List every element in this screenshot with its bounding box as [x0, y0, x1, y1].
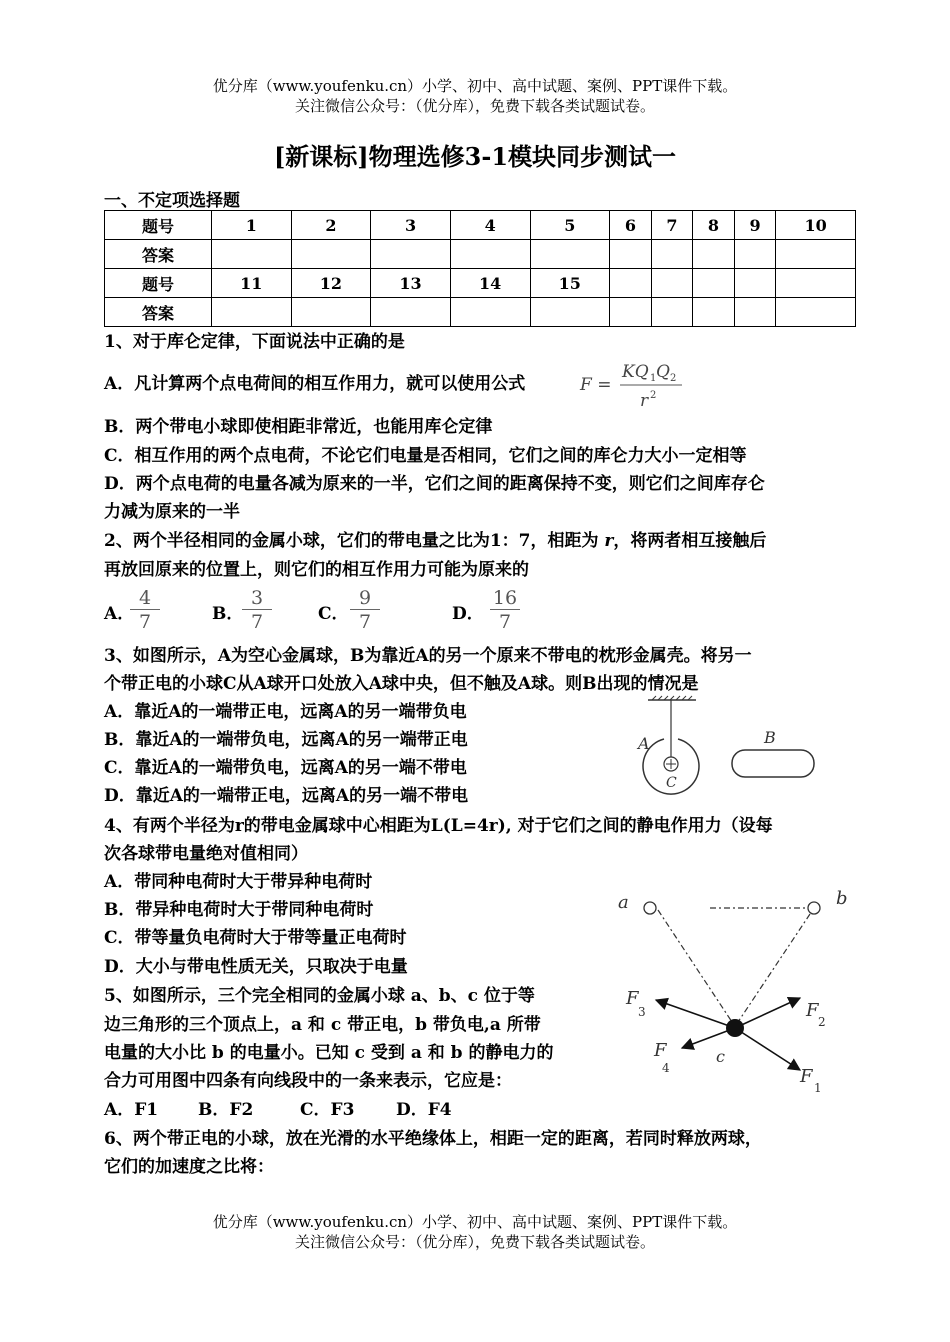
answer-cell[interactable] — [693, 240, 735, 269]
q3-option-d: D．靠近A的一端带正电，远离A的另一端不带电 — [104, 786, 469, 806]
header-line-1: 优分库（www.youfenku.cn）小学、初中、高中试题、案例、PPT课件下载。 — [212, 77, 738, 95]
label-b: b — [836, 888, 848, 909]
label-f1: F — [800, 1066, 813, 1087]
table-cell: 6 — [610, 211, 652, 240]
answer-cell[interactable] — [610, 298, 652, 327]
table-cell: 9 — [734, 211, 776, 240]
table-cell: 5 — [530, 211, 610, 240]
label-f4-sub: 4 — [662, 1061, 670, 1075]
answer-cell[interactable] — [450, 298, 530, 327]
answer-cell[interactable] — [734, 298, 776, 327]
q2-option-c-label: C． — [318, 604, 349, 624]
fraction-den: 7 — [250, 611, 264, 633]
line-a-c — [658, 910, 734, 1025]
q4-stem-cont: 次各球带电量绝对值相同） — [104, 844, 308, 864]
answer-table — [104, 210, 856, 327]
label-a: a — [618, 892, 629, 913]
label-f3-sub: 3 — [638, 1005, 646, 1019]
q2-option-a-label: A． — [104, 604, 135, 624]
formula-exp: 2 — [650, 390, 657, 401]
table-cell: 答案 — [105, 240, 212, 269]
label-f2-sub: 2 — [818, 1015, 826, 1029]
ball-c — [726, 1019, 744, 1037]
answer-cell[interactable] — [776, 240, 856, 269]
answer-cell[interactable] — [651, 240, 693, 269]
q1-option-d-cont: 力减为原来的一半 — [104, 502, 240, 522]
table-row — [105, 240, 856, 269]
table-cell: 题号 — [105, 269, 212, 298]
table-cell — [693, 269, 735, 298]
table-cell — [734, 269, 776, 298]
table-cell: 3 — [371, 211, 451, 240]
q3-figure — [630, 695, 830, 795]
table-cell: 10 — [776, 211, 856, 240]
label-c: c — [716, 1047, 725, 1066]
label-c: C — [666, 775, 677, 791]
q5-option-d: D．F4 — [396, 1100, 452, 1120]
fraction-den: 7 — [498, 611, 512, 633]
table-cell: 13 — [371, 269, 451, 298]
table-row — [105, 269, 856, 298]
q3-stem-cont: 个带正电的小球C从A球开口处放入A球中央，但不触及A球。则B出现的情况是 — [104, 674, 699, 694]
table-cell: 7 — [651, 211, 693, 240]
formula-sub2: 2 — [670, 373, 677, 384]
q5-stem-cont-1: 边三角形的三个顶点上，a 和 c 带正电，b 带负电,a 所带 — [104, 1015, 541, 1035]
answer-cell[interactable] — [530, 298, 610, 327]
header-line-2: 关注微信公众号：（优分库），免费下载各类试题试卷。 — [294, 97, 655, 115]
q4-stem: 4、有两个半径为r的带电金属球中心相距为L(L=4r), 对于它们之间的静电作用力（设每 — [104, 816, 773, 836]
footer-line-1: 优分库（www.youfenku.cn）小学、初中、高中试题、案例、PPT课件下载。 — [212, 1213, 738, 1231]
q1-option-b: B．两个带电小球即使相距非常近，也能用库仑定律 — [104, 417, 493, 437]
fraction-den: 7 — [138, 611, 152, 633]
formula-q2: Q — [656, 362, 670, 382]
ball-a — [644, 902, 656, 914]
q3-stem: 3、如图所示，A为空心金属球，B为靠近A的另一个原来不带电的枕形金属壳。将另一 — [104, 646, 752, 666]
q5-stem-cont-2: 电量的大小比 b 的电量小。已知 c 受到 a 和 b 的静电力的 — [104, 1043, 554, 1063]
table-cell — [776, 269, 856, 298]
q5-stem: 5、如图所示，三个完全相同的金属小球 a、b、c 位于等 — [104, 986, 535, 1006]
q2-option-d-fraction — [490, 587, 520, 634]
table-row — [105, 298, 856, 327]
q3-option-b: B．靠近A的一端带负电，远离A的另一端带正电 — [104, 730, 468, 750]
fraction-den: 7 — [358, 611, 372, 633]
answer-cell[interactable] — [371, 240, 451, 269]
q4-option-d: D．大小与带电性质无关，只取决于电量 — [104, 957, 408, 977]
label-f1-sub: 1 — [814, 1081, 822, 1095]
q2-stem-part2: ，将两者相互接触后 — [613, 531, 767, 551]
q4-option-c: C．带等量负电荷时大于带等量正电荷时 — [104, 928, 407, 948]
table-cell: 答案 — [105, 298, 212, 327]
label-f4: F — [654, 1040, 667, 1061]
q2-option-a-fraction — [130, 587, 160, 634]
q1-option-c: C．相互作用的两个点电荷，不论它们电量是否相同，它们之间的库仑力大小一定相等 — [104, 446, 747, 466]
answer-cell[interactable] — [610, 240, 652, 269]
table-cell: 11 — [212, 269, 292, 298]
label-f3: F — [626, 988, 639, 1009]
section-heading: 一、不定项选择题 — [104, 191, 240, 211]
q4-option-b: B．带异种电荷时大于带同种电荷时 — [104, 900, 374, 920]
fraction-num: 16 — [490, 587, 520, 610]
q1-option-a: A．凡计算两个点电荷间的相互作用力，就可以使用公式 — [104, 374, 526, 394]
q2-option-b-label: B． — [212, 604, 244, 624]
answer-cell[interactable] — [693, 298, 735, 327]
q2-option-b-fraction — [242, 587, 272, 634]
q2-stem — [104, 529, 766, 553]
answer-cell[interactable] — [291, 298, 371, 327]
fraction-num: 9 — [350, 587, 380, 610]
answer-cell[interactable] — [734, 240, 776, 269]
q1-option-d: D．两个点电荷的电量各减为原来的一半，它们之间的距离保持不变，则它们之间库存仑 — [104, 474, 765, 494]
formula-sub1: 1 — [650, 373, 657, 384]
table-cell: 8 — [693, 211, 735, 240]
table-row — [105, 211, 856, 240]
label-a: A — [638, 734, 650, 753]
table-cell: 12 — [291, 269, 371, 298]
label-b: B — [764, 728, 776, 747]
label-f2: F — [806, 1000, 819, 1021]
answer-cell[interactable] — [776, 298, 856, 327]
q2-stem-part1: 2、两个半径相同的金属小球，它们的带电量之比为1：7，相距为 — [104, 531, 599, 551]
page-title: [新课标]物理选修3-1模块同步测试一 — [273, 142, 677, 171]
q6-stem-cont: 它们的加速度之比将： — [104, 1157, 274, 1177]
q6-stem: 6、两个带正电的小球，放在光滑的水平绝缘体上，相距一定的距离，若同时释放两球， — [104, 1129, 762, 1149]
q2-stem-cont: 再放回原来的位置上，则它们的相互作用力可能为原来的 — [104, 560, 529, 580]
arrow-f1 — [735, 1028, 800, 1070]
answer-cell[interactable] — [530, 240, 610, 269]
q2-option-d-label: D． — [452, 604, 484, 624]
q4-option-a: A．带同种电荷时大于带异种电荷时 — [104, 872, 373, 892]
q2-option-c-fraction — [350, 587, 380, 634]
footer-line-2: 关注微信公众号：（优分库），免费下载各类试题试卷。 — [294, 1233, 655, 1251]
arrow-f3 — [656, 1000, 735, 1028]
table-cell — [610, 269, 652, 298]
table-cell: 15 — [530, 269, 610, 298]
formula-lhs: F = — [580, 375, 612, 395]
coulomb-formula — [578, 358, 688, 412]
q5-option-a: A．F1 — [104, 1100, 159, 1120]
q2-var-r: r — [604, 531, 614, 551]
q5-option-b: B．F2 — [198, 1100, 254, 1120]
q1-stem: 1、对于库仑定律，下面说法中正确的是 — [104, 332, 405, 352]
answer-cell[interactable] — [651, 298, 693, 327]
pillow-shell-b — [732, 750, 814, 777]
table-cell: 14 — [450, 269, 530, 298]
table-cell: 题号 — [105, 211, 212, 240]
q5-option-c: C．F3 — [300, 1100, 355, 1120]
answer-cell[interactable] — [450, 240, 530, 269]
table-cell: 4 — [450, 211, 530, 240]
answer-cell[interactable] — [212, 240, 292, 269]
q5-figure — [610, 880, 860, 1105]
fraction-num: 4 — [130, 587, 160, 610]
table-cell: 2 — [291, 211, 371, 240]
answer-cell[interactable] — [212, 298, 292, 327]
q3-option-c: C．靠近A的一端带负电，远离A的另一端不带电 — [104, 758, 467, 778]
q3-option-a: A．靠近A的一端带正电，远离A的另一端带负电 — [104, 702, 467, 722]
table-cell: 1 — [212, 211, 292, 240]
ball-b — [808, 902, 820, 914]
answer-cell[interactable] — [371, 298, 451, 327]
q5-stem-cont-3: 合力可用图中四条有向线段中的一条来表示，它应是： — [104, 1071, 512, 1091]
formula-kq: KQ — [622, 362, 649, 382]
fraction-num: 3 — [242, 587, 272, 610]
formula-r: r — [640, 391, 649, 411]
answer-cell[interactable] — [291, 240, 371, 269]
line-b-c — [736, 914, 810, 1025]
table-cell — [651, 269, 693, 298]
arrow-f2 — [735, 998, 800, 1028]
